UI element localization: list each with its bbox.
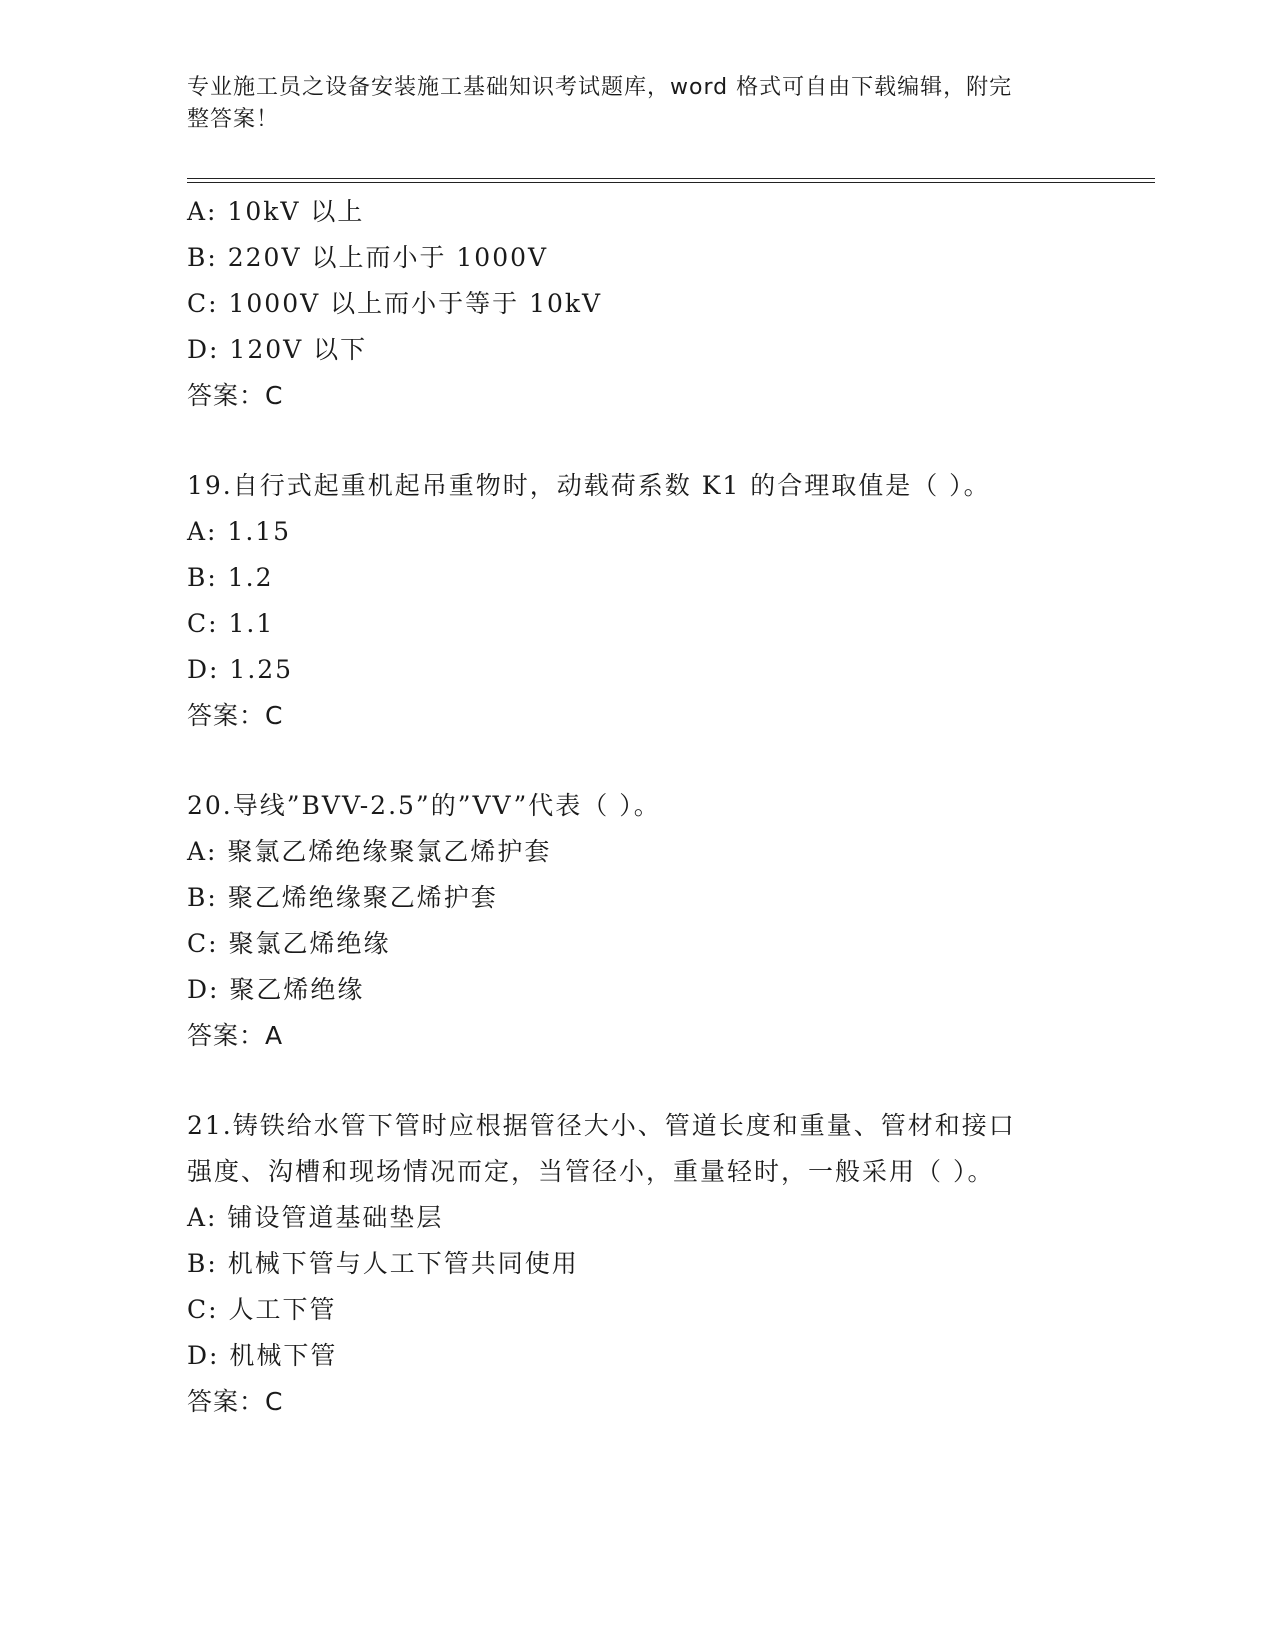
question-stem: 19.自行式起重机起吊重物时，动载荷系数 K1 的合理取值是（ ）。: [187, 471, 991, 500]
answer-line: 答案：C: [187, 381, 284, 410]
document-header: [187, 72, 1067, 136]
header-title-line-1: 专业施工员之设备安装施工基础知识考试题库，word 格式可自由下载编辑，附完: [187, 75, 1013, 100]
option-a: A: 1.15: [187, 517, 292, 546]
option-a: A: 铺设管道基础垫层: [187, 1203, 444, 1232]
option-d: D: 1.25: [187, 655, 294, 684]
question-21: [187, 1103, 1087, 1425]
answer-line: 答案：C: [187, 701, 284, 730]
question-stem-line-1: 21.铸铁给水管下管时应根据管径大小、管道长度和重量、管材和接口: [187, 1111, 1016, 1140]
option-a: A: 聚氯乙烯绝缘聚氯乙烯护套: [187, 837, 552, 866]
question-list: [187, 189, 1087, 1425]
option-d: D: 120V 以下: [187, 335, 368, 364]
question-18: [187, 189, 1087, 419]
question-stem: 20.导线”BVV-2.5”的”VV”代表（ ）。: [187, 791, 661, 820]
answer-line: 答案：C: [187, 1387, 284, 1416]
header-title-line-2: 整答案！: [187, 107, 280, 132]
option-d: D: 机械下管: [187, 1341, 338, 1370]
option-c: C: 人工下管: [187, 1295, 337, 1324]
option-b: B: 1.2: [187, 563, 274, 592]
option-c: C: 1000V 以上而小于等于 10kV: [187, 289, 603, 318]
option-d: D: 聚乙烯绝缘: [187, 975, 365, 1004]
option-b: B: 聚乙烯绝缘聚乙烯护套: [187, 883, 498, 912]
header-divider-top: [187, 178, 1155, 179]
option-c: C: 聚氯乙烯绝缘: [187, 929, 391, 958]
question-20: [187, 783, 1087, 1059]
option-a: A: 10kV 以上: [187, 197, 365, 226]
question-19: [187, 463, 1087, 739]
header-divider-bottom: [187, 182, 1155, 183]
option-b: B: 220V 以上而小于 1000V: [187, 243, 549, 272]
question-stem-line-2: 强度、沟槽和现场情况而定，当管径小，重量轻时，一般采用（ ）。: [187, 1157, 995, 1186]
answer-line: 答案：A: [187, 1021, 284, 1050]
option-c: C: 1.1: [187, 609, 275, 638]
option-b: B: 机械下管与人工下管共同使用: [187, 1249, 579, 1278]
